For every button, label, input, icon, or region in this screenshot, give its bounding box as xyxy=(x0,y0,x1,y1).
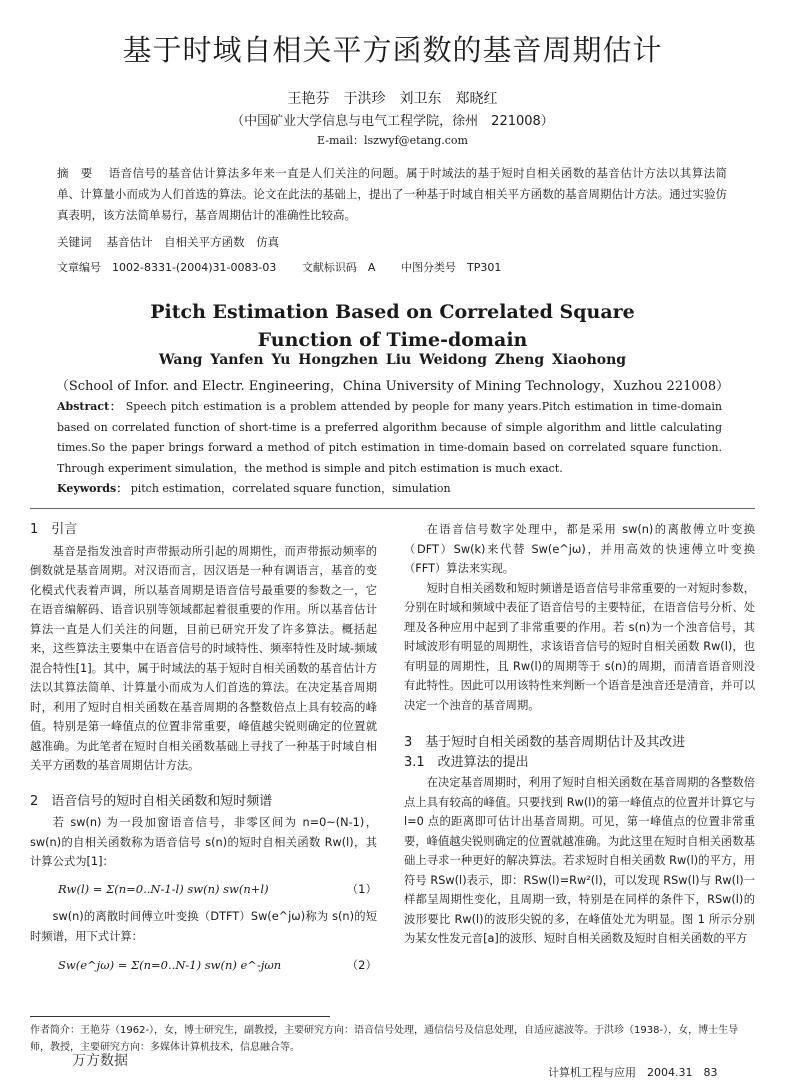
keywords-en xyxy=(57,480,451,496)
article-metadata xyxy=(57,259,523,275)
equation-2-number: （2） xyxy=(346,958,377,972)
abstract-zh xyxy=(57,163,727,226)
authors-en: Wang Yanfen Yu Hongzhen Liu Weidong Zheng Xiaohong xyxy=(158,352,627,368)
section2-heading: 2 语音信号的短时自相关函数和短时频谱 xyxy=(30,793,273,809)
abstract-zh-label: 摘 要 xyxy=(57,166,93,180)
right-column xyxy=(404,520,755,949)
equation-1-row xyxy=(58,880,377,900)
section3-heading: 3 基于短时自相关函数的基音周期估计及其改进 xyxy=(404,735,686,750)
section1-heading: 1 引言 xyxy=(30,522,78,537)
footnote-divider xyxy=(30,1016,330,1017)
keywords-zh-text: 基音估计 自相关平方函数 仿真 xyxy=(106,235,280,249)
watermark: 万方数据 xyxy=(72,1053,128,1069)
authors-zh: 王艳芬 于洪珍 刘卫东 郑晓红 xyxy=(287,91,498,107)
keywords-zh-label: 关键词 xyxy=(57,235,92,249)
affiliation-en: （School of Infor. and Electr. Engineering，China University of Mining Technology，Xuzhou 221008） xyxy=(55,379,730,394)
section1-paragraph: 基音是指发浊音时声带振动所引起的周期性，而声带振动频率的倒数就是基音周期。对汉语而言，因汉语是一种有调语言，基音的变化模式代表着声调，所以基音周期是语音信号最重要的参数之一，它在语音编解码、语音识别等领域都起着很重要的作用。所以基音估计算法一直是人们关注的问题，目前已研究开发了许多算法。概括起来，这些算法主要集中在语音信号的时域特性、频率特性及时域-频域混合特性[1]。其中，属于时域法的基于短时自相关函数的基音估计方法以其算法简单、计算量小而成为人们首选的算法。在决定基音周期时，利用了短时自相关函数在基音周期的各整数倍点上具有较高的峰值。特别是第一峰值点的位置非常重要，峰值越尖锐则确定的位置就越准确。为此笔者在短时自相关函数基础上寻找了一种基于时域自相关平方函数的基音周期估计方法。 xyxy=(30,544,377,772)
author-footnote: 作者简介：王艳芬（1962-），女，博士研究生，副教授，主要研究方向：语音信号处理，通信信号及信息处理，自适应滤波等。于洪珍（1938-），女，博士生导师，教授，主要研究方向：多媒体计算机技术，信息融合等。 xyxy=(30,1025,739,1053)
affiliation-zh: （中国矿业大学信息与电气工程学院，徐州 221008） xyxy=(231,114,554,129)
equation-2-row xyxy=(58,956,377,976)
abstract-en xyxy=(57,397,722,479)
right-paragraph2: 短时自相关函数和短时频谱是语音信号非常重要的一对短时参数，分别在时域和频域中表征了语音信号的主要特征，在语音信号分析、处理及各种应用中起到了非常重要的作用。若 s(n)为一个浊音信号，其时域波形有明显的周期性，求该语音信号的短时自相关函数 Rw(l)，也有明显的周期性，且 Rw(l)的周期等于 s(n)的周期，而清音语音则没有此特性。因此可以用该特性来判断一个语音是浊音还是清音，并可以决定一个浊音的基音周期。 xyxy=(404,581,755,712)
title-en-line2: Function of Time-domain xyxy=(257,329,528,351)
paper-title-en xyxy=(0,298,785,354)
equation-1: Rw(l) = Σ(n=0..N-1-l) sw(n) sw(n+l) xyxy=(58,881,269,896)
article-number: 文章编号 1002-8331-(2004)31-0083-03 xyxy=(57,261,277,274)
paper-title-zh: 基于时域自相关平方函数的基音周期估计 xyxy=(122,33,663,67)
title-en-line1: Pitch Estimation Based on Correlated Square xyxy=(150,301,635,323)
abstract-en-text: Speech pitch estimation is a problem attended by people for many years.Pitch estimation in time-domain based on correlated function of short-time is a preferred algorithm because of simple algorithm and little calculating times.So the paper brings forward a method of pitch estimation in time-domain based on correlated square function. Through experiment simulation，the method is simple and pitch estimation is much exact. xyxy=(57,400,723,475)
document-code: 文献标识码 A xyxy=(301,261,376,274)
section31-paragraph: 在决定基音周期时，利用了短时自相关函数在基音周期的各整数倍点上具有较高的峰值。只要找到 Rw(l)的第一峰值点的位置并计算它与 l=0 点的距离即可估计出基音周期。可见，第一峰值点的位置非常重要，峰值越尖锐则确定的位置就越准确。为此这里在短时自相关函数基础上寻求一种更好的解决算法。若求短时自相关函数 Rw(l)的平方，用符号 RSw(l)表示，即：RSw(l)=Rw²(l)，可以发现 RSw(l)与 Rw(l)一样都呈周期性变化，且周期一致，特别是在同样的条件下，RSw(l)的波形要比 Rw(l)的波形尖锐的多，在峰值处尤为明显。图 1 所示分别为某女性发元音[a]的波形、短时自相关函数及短时自相关函数的平方 xyxy=(404,776,755,945)
section2-paragraph2: sw(n)的离散时间傅立叶变换（DTFT）Sw(e^jω)称为 s(n)的短时频谱，用下式计算： xyxy=(30,910,377,943)
header-divider xyxy=(30,508,755,509)
author-email: E-mail：lszwyf@etang.com xyxy=(317,134,468,147)
left-column xyxy=(30,520,377,976)
journal-footer: 计算机工程与应用 2004.31 83 xyxy=(548,1066,718,1079)
abstract-en-label: Abstract： xyxy=(57,400,122,413)
equation-1-number: （1） xyxy=(346,881,377,896)
equation-2: Sw(e^jω) = Σ(n=0..N-1) sw(n) e^-jωn xyxy=(58,958,282,972)
section31-heading: 3.1 改进算法的提出 xyxy=(404,754,529,770)
keywords-zh xyxy=(57,234,279,250)
keywords-en-label: Keywords： xyxy=(57,482,128,495)
section2-paragraph1: 若 sw(n) 为一段加窗语音信号，非零区间为 n=0~(N-1)，sw(n)的自相关函数称为语音信号 s(n)的短时自相关函数 Rw(l)，其计算公式为[1]： xyxy=(30,816,377,868)
keywords-en-text: pitch estimation，correlated square function，simulation xyxy=(130,482,451,495)
abstract-zh-text: 语音信号的基音估计算法多年来一直是人们关注的问题。属于时域法的基于短时自相关函数的基音估计方法以其算法简单、计算量小而成为人们首选的算法。论文在此法的基础上，提出了一种基于时域自相关平方函数的基音周期估计方法。通过实验仿真表明，该方法简单易行，基音周期估计的准确性比较高。 xyxy=(57,166,728,222)
clc-number: 中图分类号 TP301 xyxy=(400,261,502,274)
right-paragraph1: 在语音信号数字处理中，都是采用 sw(n)的离散傅立叶变换（DFT）Sw(k)来代替 Sw(e^jω)，并用高效的快速傅立叶变换（FFT）算法来实现。 xyxy=(404,523,755,575)
